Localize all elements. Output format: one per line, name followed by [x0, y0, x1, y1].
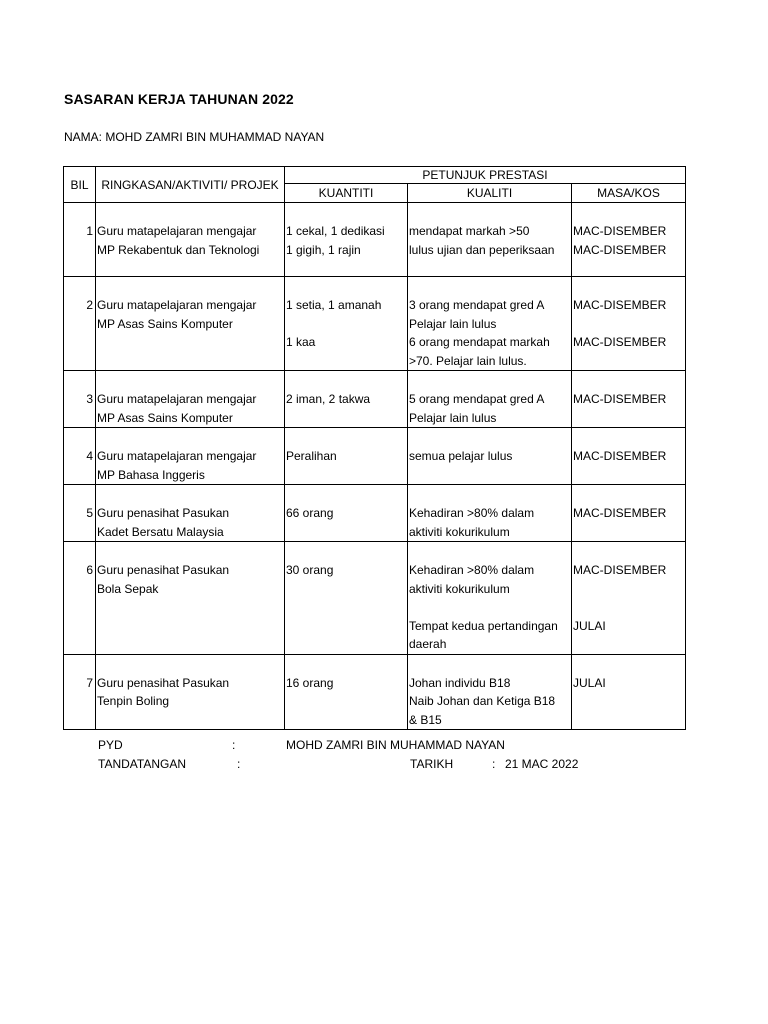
- ringkasan-text: Guru matapelajaran mengajar: [97, 298, 257, 312]
- cell-ringkasan: [96, 203, 285, 277]
- kualiti-text: Pelajar lain lulus: [409, 316, 497, 331]
- row-number: 3: [86, 392, 93, 406]
- blank-line: [573, 580, 683, 599]
- masa-text: MAC-DISEMBER: [573, 335, 667, 349]
- row-number: 6: [86, 563, 93, 577]
- ringkasan-text: Guru penasihat Pasukan: [97, 506, 230, 520]
- kuantiti-text: Peralihan: [286, 449, 337, 463]
- cell-kualiti: [408, 654, 572, 730]
- ringkasan-text: MP Asas Sains Komputer: [97, 410, 233, 425]
- blank-line: [409, 598, 569, 617]
- masa-text: MAC-DISEMBER: [573, 506, 667, 520]
- cell-kuantiti: [285, 277, 408, 371]
- cell-masa: [572, 203, 686, 277]
- cell-bil: [64, 277, 96, 371]
- row-number: 2: [86, 298, 93, 312]
- kualiti-text: Tempat kedua pertandingan: [409, 618, 558, 633]
- cell-kualiti: [408, 371, 572, 428]
- ringkasan-text: Guru penasihat Pasukan: [97, 675, 230, 690]
- cell-masa: [572, 485, 686, 542]
- cell-bil: [64, 542, 96, 655]
- cell-kualiti: [408, 485, 572, 542]
- cell-kuantiti: [285, 542, 408, 655]
- table-row: [64, 485, 686, 542]
- cell-masa: [572, 277, 686, 371]
- masa-text: MAC-DISEMBER: [573, 449, 667, 463]
- table-row: [64, 277, 686, 371]
- cell-ringkasan: [96, 542, 285, 655]
- ringkasan-text: MP Asas Sains Komputer: [97, 316, 233, 331]
- cell-bil: [64, 654, 96, 730]
- header-masa-kos: MASA/KOS: [572, 184, 686, 203]
- kualiti-text: lulus ujian dan peperiksaan: [409, 242, 555, 257]
- kuantiti-text: 1 gigih, 1 rajin: [286, 242, 361, 257]
- header-bil: BIL: [64, 167, 96, 203]
- ringkasan-text: Guru penasihat Pasukan: [97, 563, 230, 577]
- table-row: [64, 203, 686, 277]
- cell-ringkasan: [96, 485, 285, 542]
- kuantiti-text: 1 kaa: [286, 335, 316, 349]
- blank-line: [573, 315, 683, 334]
- kuantiti-text: 30 orang: [286, 563, 334, 577]
- cell-ringkasan: [96, 428, 285, 485]
- masa-text: JULAI: [573, 675, 606, 690]
- table-row: [64, 371, 686, 428]
- header-petunjuk-prestasi: PETUNJUK PRESTASI: [285, 167, 686, 184]
- masa-text: MAC-DISEMBER: [573, 563, 667, 577]
- document-title: SASARAN KERJA TAHUNAN 2022: [64, 91, 294, 107]
- kualiti-text: semua pelajar lulus: [409, 449, 513, 463]
- cell-kuantiti: [285, 203, 408, 277]
- target-table: [63, 166, 686, 730]
- kualiti-text: >70. Pelajar lain lulus.: [409, 353, 527, 368]
- cell-kualiti: [408, 277, 572, 371]
- kualiti-text: aktiviti kokurikulum: [409, 581, 510, 596]
- pyd-colon: :: [232, 738, 236, 752]
- ringkasan-text: Guru matapelajaran mengajar: [97, 392, 257, 406]
- ringkasan-text: Tenpin Boling: [97, 694, 170, 708]
- masa-text: MAC-DISEMBER: [573, 392, 667, 406]
- cell-masa: [572, 542, 686, 655]
- tarikh-value: 21 MAC 2022: [505, 757, 579, 771]
- cell-ringkasan: [96, 277, 285, 371]
- row-number: 7: [86, 675, 93, 690]
- masa-text: MAC-DISEMBER: [573, 224, 667, 238]
- kuantiti-text: 1 cekal, 1 dedikasi: [286, 224, 385, 238]
- table-row: [64, 428, 686, 485]
- ringkasan-text: Bola Sepak: [97, 581, 159, 596]
- cell-masa: [572, 654, 686, 730]
- header-kuantiti: KUANTITI: [285, 184, 408, 203]
- cell-ringkasan: [96, 654, 285, 730]
- ringkasan-text: Guru matapelajaran mengajar: [97, 224, 257, 238]
- masa-text: MAC-DISEMBER: [573, 298, 667, 312]
- ringkasan-text: Kadet Bersatu Malaysia: [97, 524, 224, 539]
- kuantiti-text: 66 orang: [286, 506, 334, 520]
- cell-kualiti: [408, 542, 572, 655]
- row-number: 5: [86, 506, 93, 520]
- cell-kuantiti: [285, 428, 408, 485]
- tandatangan-colon: :: [237, 757, 241, 771]
- kuantiti-text: 1 setia, 1 amanah: [286, 298, 382, 312]
- tandatangan-label: TANDATANGAN: [98, 757, 187, 771]
- cell-ringkasan: [96, 371, 285, 428]
- masa-text: MAC-DISEMBER: [573, 242, 667, 257]
- pyd-value: MOHD ZAMRI BIN MUHAMMAD NAYAN: [286, 738, 505, 752]
- cell-bil: [64, 485, 96, 542]
- kualiti-text: 6 orang mendapat markah: [409, 335, 550, 349]
- row-number: 1: [86, 224, 93, 238]
- pyd-label: PYD: [98, 738, 123, 752]
- kualiti-text: 3 orang mendapat gred A: [409, 298, 545, 312]
- cell-masa: [572, 428, 686, 485]
- cell-kualiti: [408, 428, 572, 485]
- cell-bil: [64, 371, 96, 428]
- cell-kuantiti: [285, 485, 408, 542]
- cell-kuantiti: [285, 654, 408, 730]
- blank-line: [573, 598, 683, 617]
- kualiti-text: Johan individu B18: [409, 675, 511, 690]
- ringkasan-text: MP Rekabentuk dan Teknologi: [97, 242, 260, 257]
- kualiti-text: & B15: [409, 712, 442, 727]
- table-row: [64, 542, 686, 655]
- kualiti-text: Pelajar lain lulus: [409, 410, 497, 425]
- cell-masa: [572, 371, 686, 428]
- name-line: NAMA: MOHD ZAMRI BIN MUHAMMAD NAYAN: [64, 130, 325, 144]
- kualiti-text: Kehadiran >80% dalam: [409, 506, 535, 520]
- kualiti-text: Naib Johan dan Ketiga B18: [409, 694, 556, 708]
- table-row: [64, 654, 686, 730]
- kualiti-text: 5 orang mendapat gred A: [409, 392, 545, 406]
- masa-text: JULAI: [573, 618, 606, 633]
- kualiti-text: Kehadiran >80% dalam: [409, 563, 535, 577]
- cell-kualiti: [408, 203, 572, 277]
- header-kualiti: KUALITI: [408, 184, 572, 203]
- kualiti-text: aktiviti kokurikulum: [409, 524, 510, 539]
- kuantiti-text: 2 iman, 2 takwa: [286, 392, 371, 406]
- row-number: 4: [86, 449, 93, 463]
- blank-line: [286, 315, 405, 334]
- header-ringkasan: RINGKASAN/AKTIVITI/ PROJEK: [96, 167, 285, 203]
- kualiti-text: mendapat markah >50: [409, 224, 530, 238]
- ringkasan-text: MP Bahasa Inggeris: [97, 467, 205, 482]
- kuantiti-text: 16 orang: [286, 675, 334, 690]
- tarikh-colon: :: [492, 757, 496, 771]
- cell-bil: [64, 428, 96, 485]
- tarikh-label: TARIKH: [410, 757, 454, 771]
- ringkasan-text: Guru matapelajaran mengajar: [97, 449, 257, 463]
- cell-bil: [64, 203, 96, 277]
- kualiti-text: daerah: [409, 637, 447, 651]
- cell-kuantiti: [285, 371, 408, 428]
